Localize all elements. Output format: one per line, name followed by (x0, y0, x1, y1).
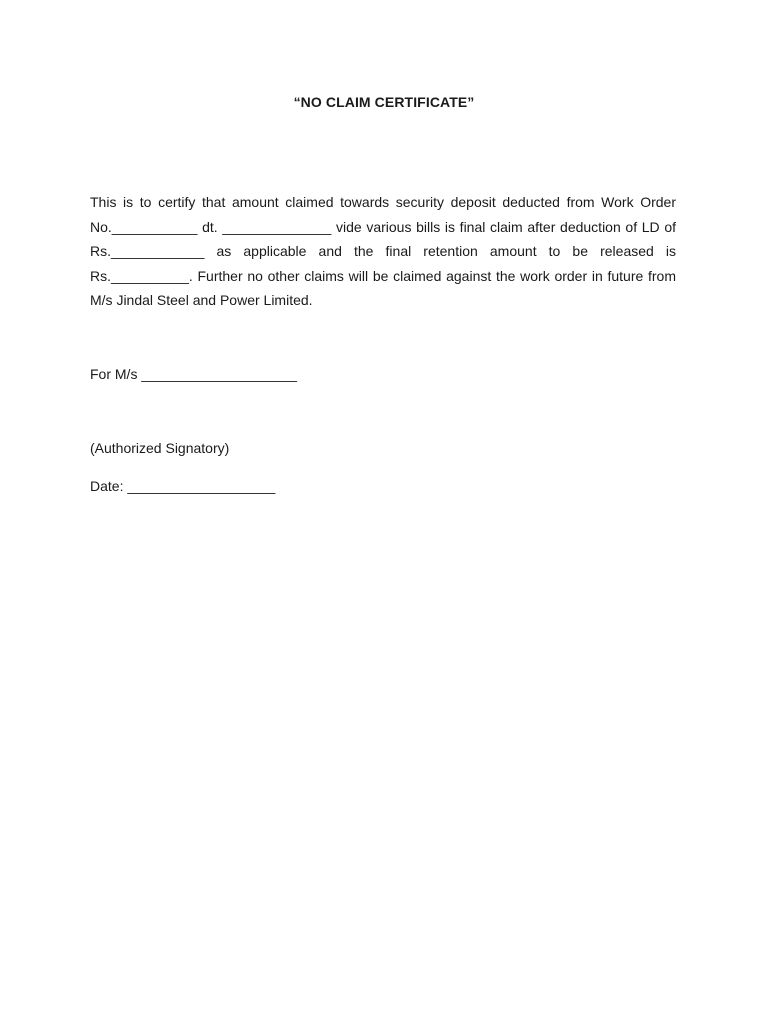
for-company-line: For M/s ____________________ (90, 366, 298, 382)
authorized-signatory-label: (Authorized Signatory) (90, 440, 230, 456)
date-line: Date: ___________________ (90, 478, 276, 494)
certificate-body: This is to certify that amount claimed towards security deposit deducted from Work Order No.___________ dt. ______________ vide various bills is final claim after deduction of LD of Rs.____________ as applicable and the final retention amount to be released is Rs.__________. Further no other claims will be claimed against the work order in future from M/s Jindal Steel and Power Limited. (90, 194, 676, 308)
certificate-title: “NO CLAIM CERTIFICATE” (293, 94, 475, 110)
